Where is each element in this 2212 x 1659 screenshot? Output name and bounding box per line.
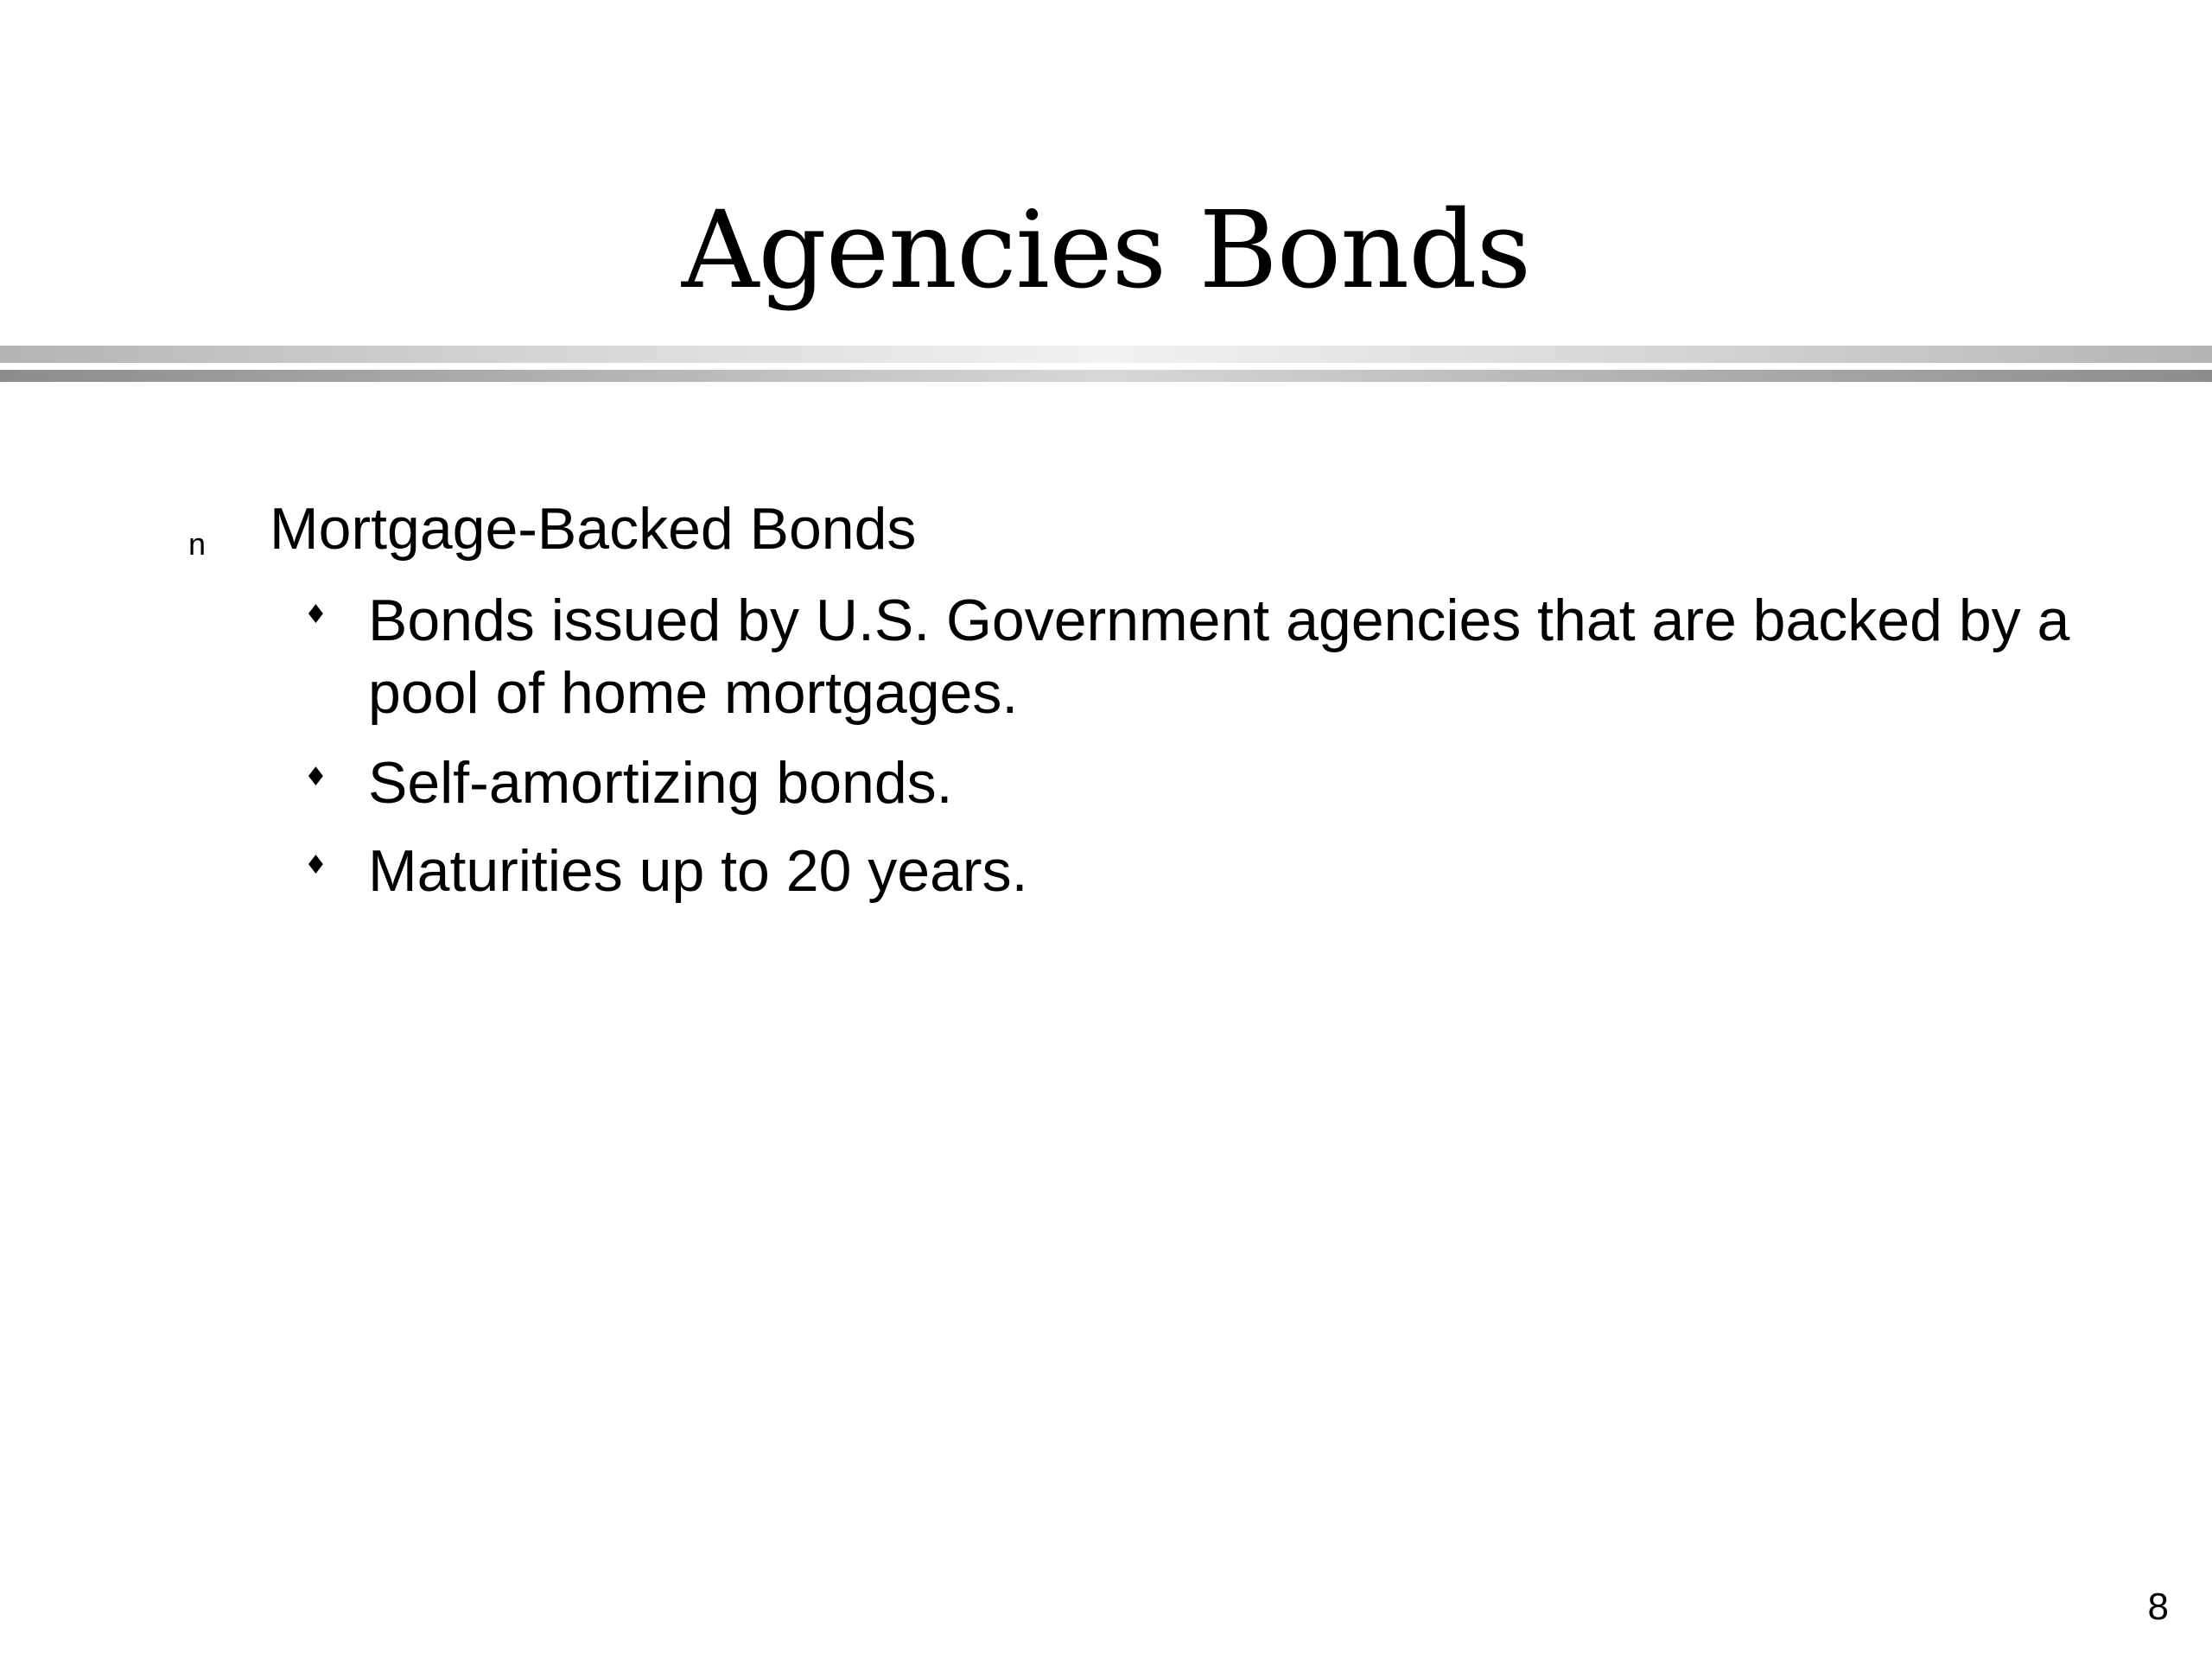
bullet-item	[0, 493, 2212, 570]
diamond-bullet-icon: ♦	[304, 600, 327, 630]
bullet-text: Mortgage-Backed Bonds	[270, 496, 917, 562]
diamond-bullet-icon: ♦	[304, 850, 327, 880]
slide-title: Agencies Bonds	[681, 188, 1531, 313]
sub-bullet-text: Self-amortizing bonds.	[368, 750, 953, 816]
bullet-marker: n	[188, 526, 207, 562]
sub-bullet-text: Bonds issued by U.S. Government agencies that are backed by a pool of home mortgages.	[368, 588, 2070, 726]
diamond-bullet-icon: ♦	[304, 762, 327, 792]
title-divider-bottom	[0, 370, 2212, 382]
page-number: 8	[2147, 1586, 2169, 1628]
sub-bullet-text: Maturities up to 20 years.	[368, 838, 1028, 904]
title-divider-top	[0, 346, 2212, 363]
